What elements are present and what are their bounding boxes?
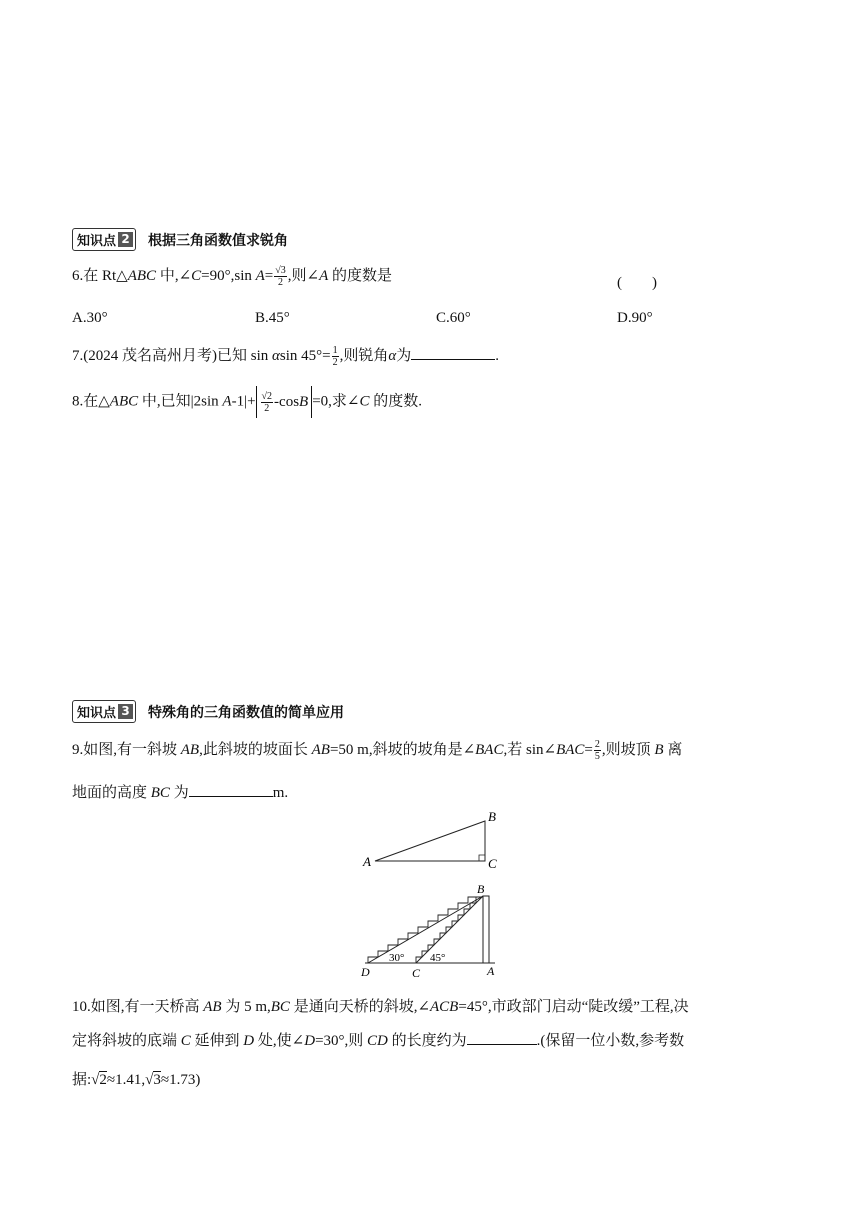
q9-var: BAC [556,742,585,758]
tag-label: 知识点 [77,706,117,721]
q9-text: ,若 sin∠ [503,742,557,758]
q6-text: 的度数是 [328,268,393,284]
right-angle-mark [479,855,485,861]
q9-text: 为 [169,785,189,801]
q8-var: B [299,394,309,410]
q8-text: -1|+ [231,393,256,410]
sqrt-2: √2 [91,1072,107,1088]
fraction [261,391,274,414]
option-c[interactable]: C.60° [436,310,471,326]
fraction-denominator: 2 [332,357,338,369]
tag-number: 3 [118,704,133,719]
fraction-denominator: 2 [278,277,284,289]
answer-blank[interactable] [411,359,495,360]
option-d[interactable]: D.90° [617,310,653,326]
angle-45-label: 45° [430,952,446,964]
question-10-line-3 [72,1068,200,1089]
label-c: C [412,966,421,980]
q6-var: ABC [127,268,157,284]
q6-var: C [191,268,202,284]
label-b: B [488,809,496,824]
fraction-numerator: 2 [594,739,600,751]
q8-text: 8.在△ [72,393,110,410]
absolute-value-bars [256,386,313,418]
q9-text: ,则坡顶 [601,742,655,758]
q10-text: =45°,市政部门启动“陡改缓”工程,决 [458,999,689,1015]
fraction [274,265,287,288]
q10-text: ≈1.41, [106,1072,146,1088]
q6-text: = [264,268,274,284]
option-a[interactable]: A.30° [72,310,108,326]
q8-text: =0,求∠ [312,393,360,410]
q10-var: AB [203,999,222,1015]
question-10-line-1 [72,995,689,1016]
q10-text: =30°,则 [315,1033,368,1049]
slope-triangle-figure [355,806,515,872]
answer-blank[interactable] [467,1044,537,1045]
q9-var: B [654,742,664,758]
question-8 [72,386,422,418]
q9-text: ,此斜坡的坡面长 [199,742,312,758]
q10-text: 据: [72,1072,92,1088]
q6-text: 中,∠ [156,268,192,284]
radicand: 3 [153,1072,161,1088]
q9-text: 地面的高度 [72,785,151,801]
triangle-abc [375,821,485,861]
label-c: C [488,856,497,871]
fraction-denominator: 5 [594,751,600,763]
q7-text: ,则锐角 [339,348,389,364]
q10-text: .(保留一位小数,参考数 [536,1033,685,1049]
answer-blank[interactable] [189,796,273,797]
question-9-line-1 [72,738,682,762]
q7-var: α [272,348,280,364]
q8-text: -cos [274,394,300,410]
q9-text: =50 m,斜坡的坡角是∠ [329,742,476,758]
option-b[interactable]: B.45° [255,310,290,326]
answer-paren: ( ) [617,275,657,291]
q10-text: 10.如图,有一天桥高 [72,999,204,1015]
knowledge-point-tag [72,700,136,723]
q9-var: BC [150,785,170,801]
q8-text: 的度数. [369,393,423,410]
fraction-numerator: 1 [332,345,338,357]
q9-text: m. [272,785,289,801]
q7-text: sin 45°= [279,348,331,364]
label-a: A [487,964,495,978]
q10-var: CD [367,1033,388,1049]
q7-var: α [388,348,397,364]
q9-var: AB [311,742,330,758]
q8-text: 中,已知|2sin [138,393,223,410]
q10-text: ≈1.73) [160,1072,201,1088]
sqrt-3: √3 [145,1072,161,1088]
fraction-numerator: √3 [275,265,286,277]
q6-text: 6.在 Rt△ [72,268,128,284]
q10-text: 延伸到 [190,1033,244,1049]
section-3-header [72,700,344,723]
q8-var: C [359,393,370,410]
q6-var: A [255,268,265,284]
q8-var: ABC [109,393,139,410]
radicand: 2 [99,1072,107,1088]
bridge-pillar [483,896,489,963]
question-6 [72,264,392,288]
q10-text: 为 5 m, [221,999,271,1015]
q9-var: BAC [475,742,504,758]
q10-text: 定将斜坡的底端 [72,1033,181,1049]
question-7 [72,344,499,368]
q10-text: 的长度约为 [387,1033,467,1049]
q10-text: 处,使∠ [254,1033,305,1049]
fraction-numerator: √2 [261,391,273,403]
label-b: B [477,882,485,896]
tag-label: 知识点 [77,234,117,249]
label-a: A [363,854,371,869]
tag-number: 2 [118,232,133,247]
q8-var: A [222,393,232,410]
q7-text: 7.(2024 茂名高州月考)已知 sin [72,348,272,364]
fraction [332,345,339,368]
q10-var: D [304,1033,316,1049]
question-9-line-2 [72,781,288,802]
question-10-line-2 [72,1029,684,1050]
q7-text: . [495,348,499,364]
fraction [594,739,601,762]
q6-text: ,则∠ [287,268,320,284]
q6-text: =90°,sin [201,268,256,284]
section-title: 根据三角函数值求锐角 [148,232,289,249]
q7-text: 为 [396,348,412,364]
fraction-denominator: 2 [264,403,270,415]
q9-var: AB [180,742,200,758]
q10-text: 是通向天桥的斜坡,∠ [289,999,431,1015]
q10-var: ACB [430,999,459,1015]
q6-var: A [319,268,329,284]
angle-30-label: 30° [389,952,405,964]
q10-var: BC [270,999,290,1015]
section-title: 特殊角的三角函数值的简单应用 [148,704,345,721]
overpass-stairs-figure [355,880,515,980]
section-2-header [72,228,288,251]
q9-text: 9.如图,有一斜坡 [72,742,181,758]
knowledge-point-tag [72,228,136,251]
q10-var: D [243,1033,255,1049]
q10-var: C [180,1033,191,1049]
q9-text: 离 [663,742,683,758]
label-d: D [361,965,370,979]
q9-text: = [584,742,593,758]
